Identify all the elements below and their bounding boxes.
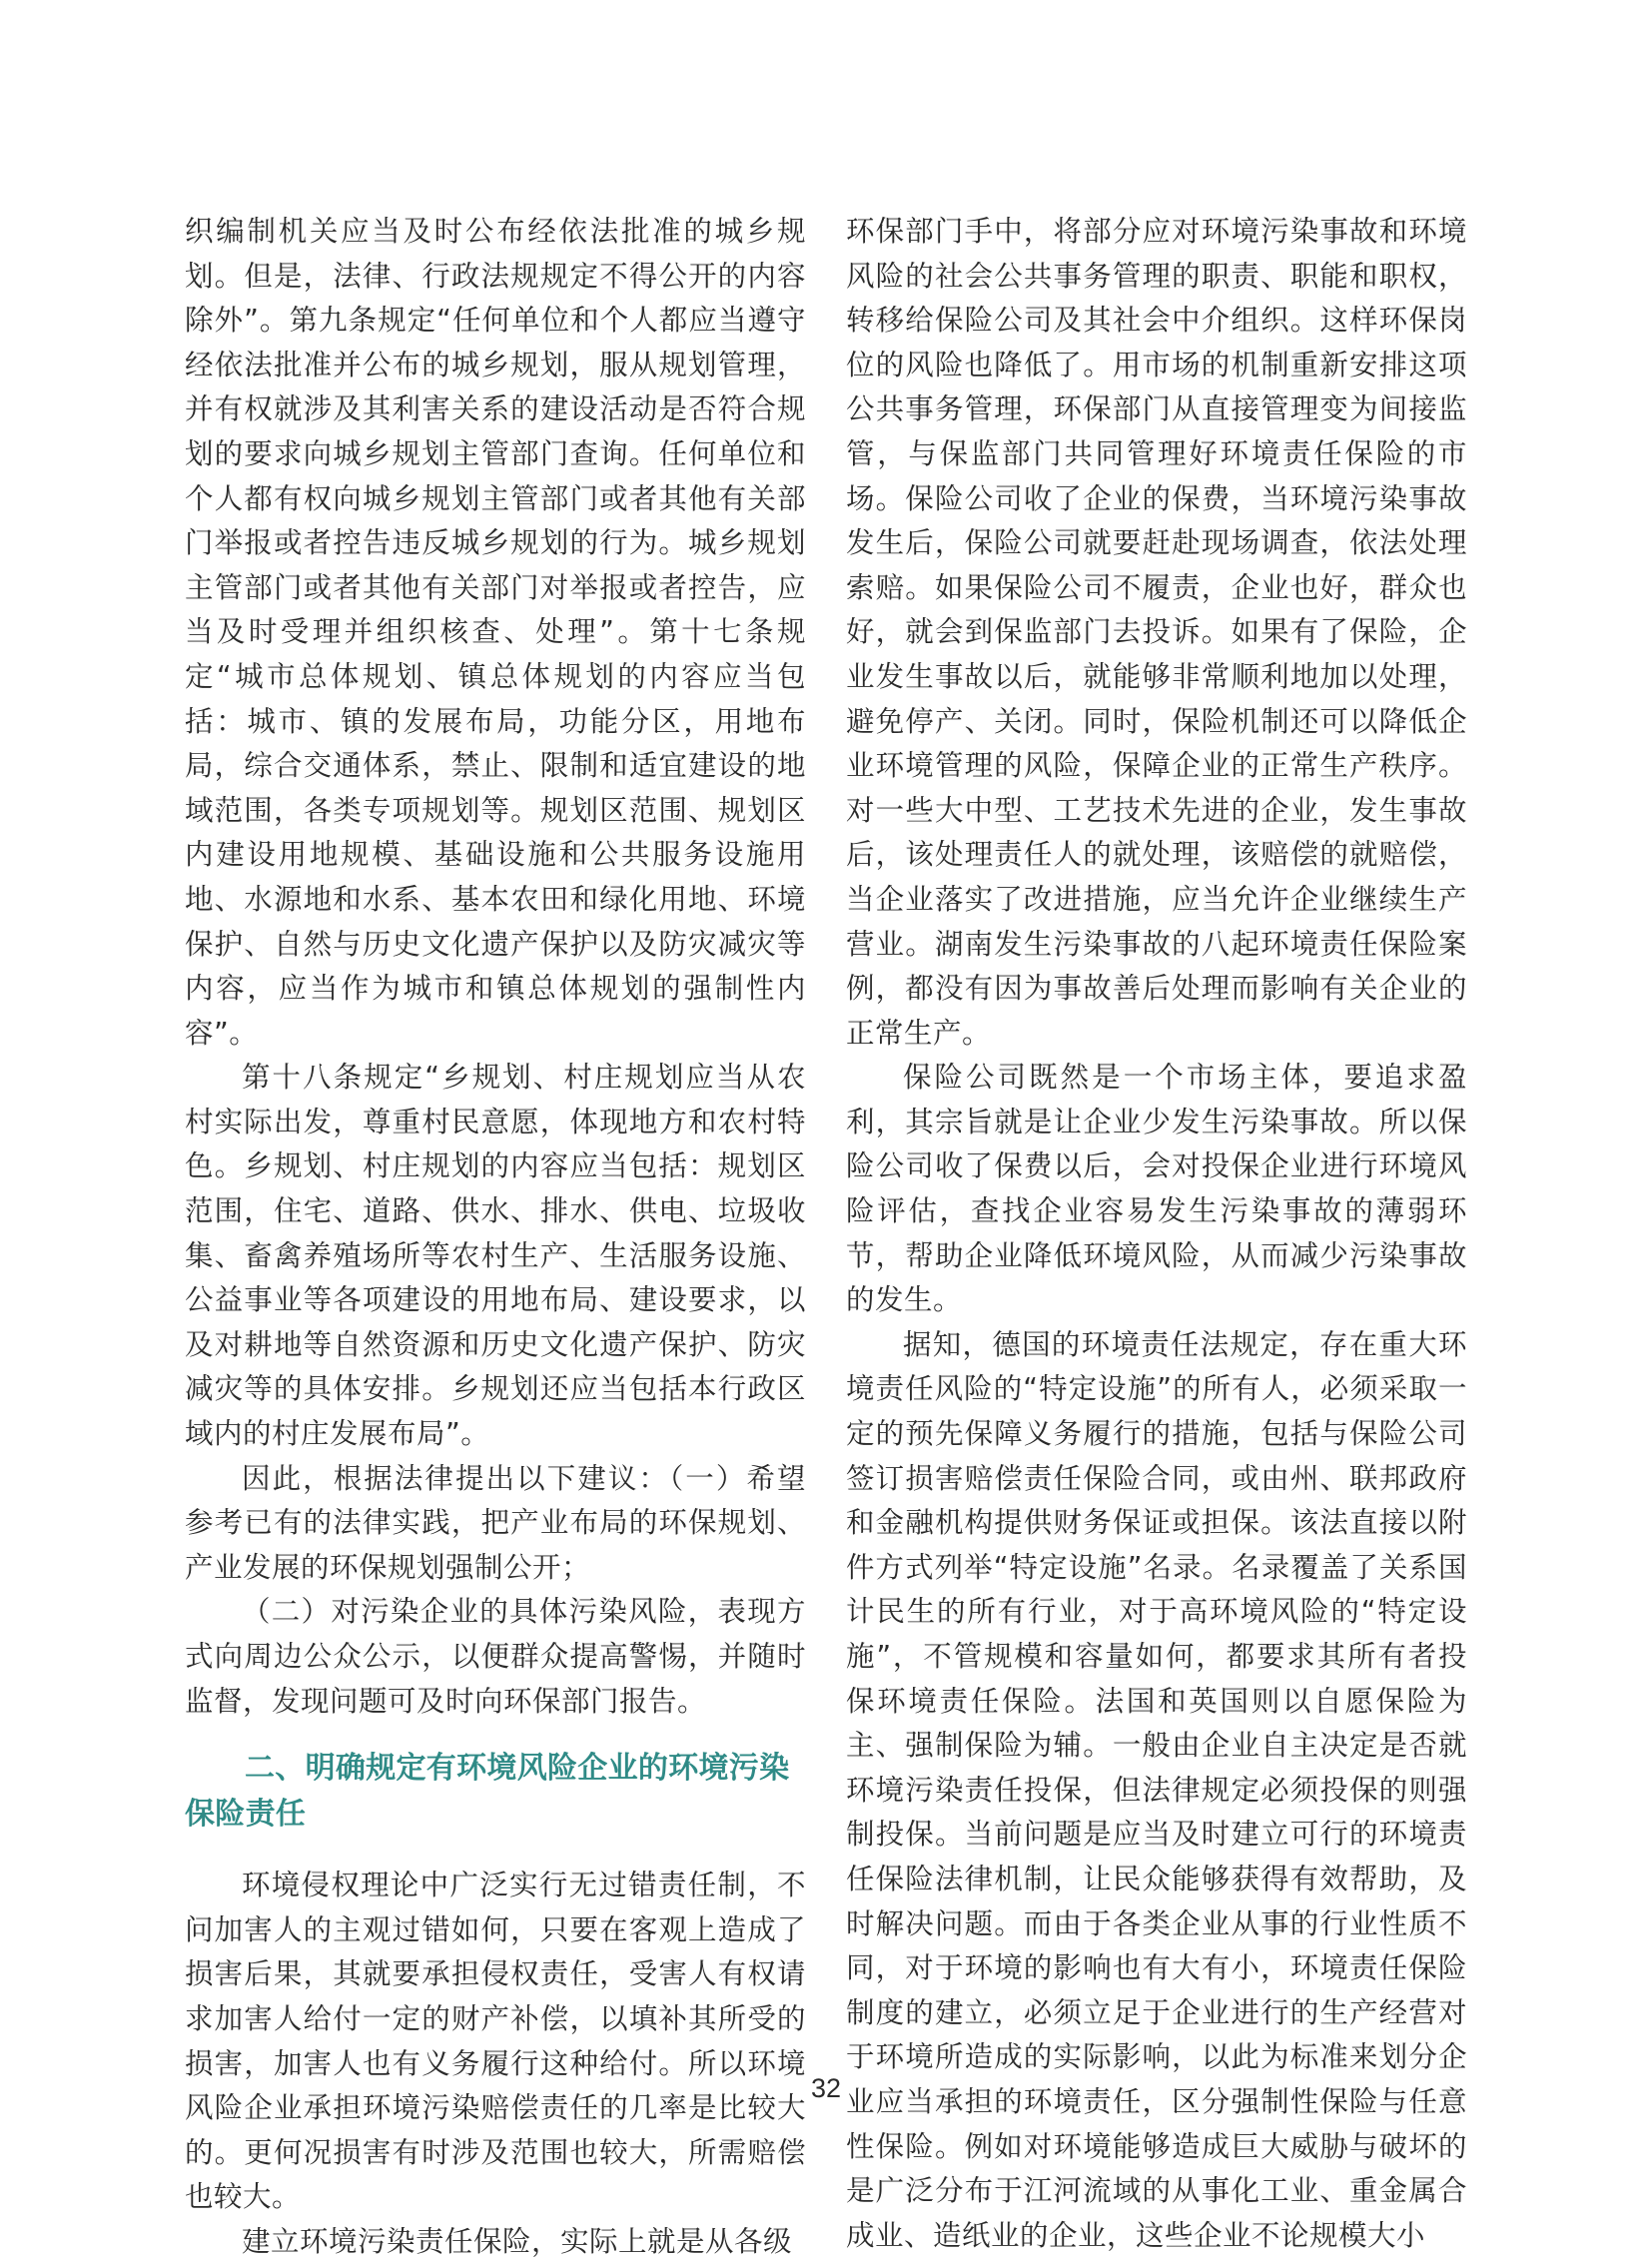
body-paragraph: 建立环境污染责任保险，实际上就是从各级 bbox=[242, 2224, 793, 2258]
section-heading: 二、明确规定有环境风险企业的环境污染保险责任 bbox=[185, 1751, 790, 1833]
body-paragraph: （二）对污染企业的具体污染风险，表现方式向周边公众公示，以便群众提高警惕，并随时监督，发现问题可及时向环保部门报告。 bbox=[185, 1595, 806, 1718]
body-paragraph: 据知，德国的环境责任法规定，存在重大环境责任风险的“特定设施”的所有人，必须采取一定的预先保障义务履行的措施，包括与保险公司签订损害赔偿责任保险合同，或由州、联邦政府和金融机构提供财务保证或担保。该法直接以附件方式列举“特定设施”名录。名录覆盖了关系国计民生的所有行业，对于高环境风险的“特定设施”，不管规模和容量如何，都要求其所有者投保环境责任保险。法国和英国则以自愿保险为主、强制保险为辅。一般由企业自主决定是否就环境污染责任投保，但法律规定必须投保的则强制投保。当前问题是应当及时建立可行的环境责任保险法律机制，让民众能够获得有效帮助，及时解决问题。而由于各类企业从事的行业性质不同，对于环境的影响也有大有小，环境责任保险制度的建立，必须立足于企业进行的生产经营对于环境所造成的实际影响，以此为标准来划分企业应当承担的环境责任，区分强制性保险与任意性保险。例如对环境能够造成巨大威胁与破坏的是广泛分布于江河流域的从事化工业、重金属合成业、造纸业的企业，这些企业不论规模大小 bbox=[846, 1327, 1467, 2252]
body-paragraph: 织编制机关应当及时公布经依法批准的城乡规划。但是，法律、行政法规规定不得公开的内容除外”。第九条规定“任何单位和个人都应当遵守经依法批准并公布的城乡规划，服从规划管理，并有权就涉及其利害关系的建设活动是否符合规划的要求向城乡规划主管部门查询。任何单位和个人都有权向城乡规划主管部门或者其他有关部门举报或者控告违反城乡规划的行为。城乡规划主管部门或者其他有关部门对举报或者控告，应当及时受理并组织核查、处理”。第十七条规定“城市总体规划、镇总体规划的内容应当包括：城市、镇的发展布局，功能分区，用地布局，综合交通体系，禁止、限制和适宜建设的地域范围，各类专项规划等。规划区范围、规划区内建设用地规模、基础设施和公共服务设施用地、水源地和水系、基本农田和绿化用地、环境保护、自然与历史文化遗产保护以及防灾减灾等内容，应当作为城市和镇总体规划的强制性内容”。 bbox=[185, 215, 806, 1050]
right-column bbox=[846, 210, 1467, 2258]
body-paragraph: 因此，根据法律提出以下建议：（一）希望参考已有的法律实践，把产业布局的环保规划、产业发展的环保规划强制公开； bbox=[185, 1461, 806, 1584]
body-paragraph: 保险公司既然是一个市场主体，要追求盈利，其宗旨就是让企业少发生污染事故。所以保险公司收了保费以后，会对投保企业进行环境风险评估，查找企业容易发生污染事故的薄弱环节，帮助企业降低环境风险，从而减少污染事故的发生。 bbox=[846, 1061, 1467, 1317]
body-paragraph: 环境侵权理论中广泛实行无过错责任制，不问加害人的主观过错如何，只要在客观上造成了损害后果，其就要承担侵权责任，受害人有权请求加害人给付一定的财产补偿，以填补其所受的损害，加害人也有义务履行这种给付。所以环境风险企业承担环境污染赔偿责任的几率是比较大的。更何况损害有时涉及范围也较大，所需赔偿也较大。 bbox=[185, 1869, 806, 2214]
left-column bbox=[185, 210, 806, 2265]
page-number: 32 bbox=[810, 2073, 842, 2103]
body-paragraph: 第十八条规定“乡规划、村庄规划应当从农村实际出发，尊重村民意愿，体现地方和农村特色。乡规划、村庄规划的内容应当包括：规划区范围，住宅、道路、供水、排水、供电、垃圾收集、畜禽养殖场所等农村生产、生活服务设施、公益事业等各项建设的用地布局、建设要求，以及对耕地等自然资源和历史文化遗产保护、防灾减灾等的具体安排。乡规划还应当包括本行政区域内的村庄发展布局”。 bbox=[185, 1061, 806, 1451]
body-paragraph: 环保部门手中，将部分应对环境污染事故和环境风险的社会公共事务管理的职责、职能和职权，转移给保险公司及其社会中介组织。这样环保岗位的风险也降低了。用市场的机制重新安排这项公共事务管理，环保部门从直接管理变为间接监管，与保监部门共同管理好环境责任保险的市场。保险公司收了企业的保费，当环境污染事故发生后，保险公司就要赶赴现场调查，依法处理索赔。如果保险公司不履责，企业也好，群众也好，就会到保监部门去投诉。如果有了保险，企业发生事故以后，就能够非常顺利地加以处理，避免停产、关闭。同时，保险机制还可以降低企业环境管理的风险，保障企业的正常生产秩序。对一些大中型、工艺技术先进的企业，发生事故后，该处理责任人的就处理，该赔偿的就赔偿，当企业落实了改进措施，应当允许企业继续生产营业。湖南发生污染事故的八起环境责任保险案例，都没有因为事故善后处理而影响有关企业的正常生产。 bbox=[846, 215, 1467, 1050]
